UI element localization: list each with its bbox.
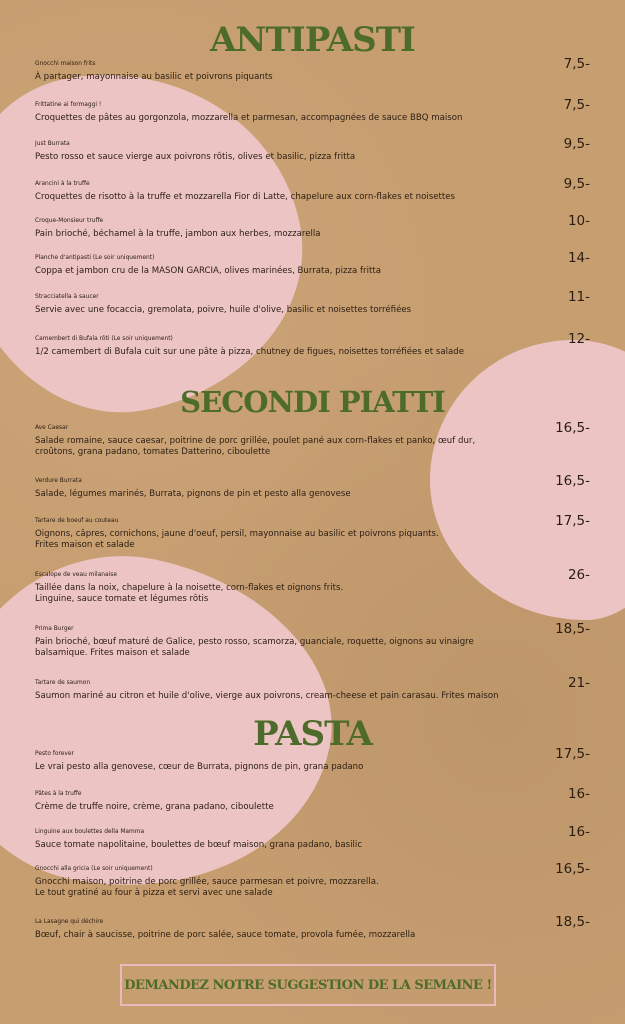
item-description: À partager, mayonnaise au basilic et poivrons piquants [35, 72, 273, 82]
menu-item [35, 567, 590, 605]
item-description: balsamique. Frites maison et salade [35, 648, 190, 658]
menu-item [35, 420, 590, 458]
item-description: Linguine, sauce tomate et légumes rôtis [35, 594, 209, 604]
item-price: 14- [567, 250, 590, 266]
item-name: Just Burrata [35, 141, 70, 147]
item-price: 10- [567, 213, 590, 229]
item-price: 11- [567, 289, 590, 305]
item-price: 9,5- [563, 136, 590, 152]
item-price: 17,5- [555, 746, 590, 762]
item-name: Tartare de saumon [35, 680, 91, 686]
antipasti-title: ANTIPASTI [210, 20, 415, 60]
menu-item [35, 861, 590, 899]
item-price: 18,5- [555, 914, 590, 930]
menu-item [35, 176, 590, 203]
item-name: Planche d'antipasti (Le soir uniquement) [35, 255, 155, 261]
item-price: 21- [567, 675, 590, 691]
item-price: 7,5- [563, 97, 590, 113]
menu-item [35, 56, 590, 83]
item-name: Camembert di Bufala rôti (Le soir uniquement) [35, 336, 173, 342]
item-description: Gnocchi maison, poitrine de porc grillée, sauce parmesan et poivre, mozzarella. [35, 877, 379, 887]
item-price: 16,5- [555, 420, 590, 436]
item-price: 26- [567, 567, 590, 583]
item-description: Le tout gratiné au four à pizza et servi avec une salade [35, 888, 273, 898]
menu-item [35, 824, 590, 851]
item-name: Stracciatella à saucer [35, 294, 99, 300]
item-description: Taillée dans la noix, chapelure à la noisette, corn-flakes et oignons frits. [35, 583, 344, 593]
item-description: Saumon mariné au citron et huile d'olive, vierge aux poivrons, cream-cheese et pain carasau. Frites maison [35, 691, 499, 701]
item-name: Prima Burger [35, 626, 74, 632]
item-description: Oignons, câpres, cornichons, jaune d'oeuf, persil, mayonnaise au basilic et poivrons piquants. [35, 529, 439, 539]
item-name: Croque-Monsieur truffe [35, 218, 104, 224]
item-description: Pesto rosso et sauce vierge aux poivrons rôtis, olives et basilic, pizza fritta [35, 152, 356, 162]
item-description: Croquettes de pâtes au gorgonzola, mozzarella et parmesan, accompagnées de sauce BBQ maison [35, 113, 463, 123]
menu-item [35, 621, 590, 659]
menu-item [35, 331, 590, 358]
item-price: 9,5- [563, 176, 590, 192]
menu-item [35, 289, 590, 316]
item-name: Gnocchi maison frits [35, 61, 96, 67]
item-name: Escalope de veau milanaise [35, 572, 117, 578]
item-description: Crème de truffe noire, crème, grana padano, ciboulette [35, 802, 274, 812]
menu-item [35, 746, 590, 773]
item-description: Salade, légumes marinés, Burrata, pignons de pin et pesto alla genovese [35, 489, 351, 499]
item-price: 16,5- [555, 473, 590, 489]
item-price: 18,5- [555, 621, 590, 637]
item-price: 12- [567, 331, 590, 347]
item-description: Coppa et jambon cru de la MASON GARCIA, olives marinées, Burrata, pizza fritta [35, 266, 381, 276]
item-price: 16- [567, 824, 590, 840]
menu-item [35, 136, 590, 163]
pasta-title: PASTA [253, 714, 372, 754]
item-name: Arancini à la truffe [35, 181, 90, 187]
menu-item [35, 213, 590, 240]
item-description: Frites maison et salade [35, 540, 135, 550]
secondi-title: SECONDI PIATTI [180, 385, 445, 419]
menu-item [35, 250, 590, 277]
item-description: Sauce tomate napolitaine, boulettes de bœuf maison, grana padano, basilic [35, 840, 363, 850]
item-price: 7,5- [563, 56, 590, 72]
item-description: Le vrai pesto alla genovese, cœur de Burrata, pignons de pin, grana padano [35, 762, 364, 772]
item-name: Verdure Burrata [35, 478, 82, 484]
item-description: Bœuf, chair à saucisse, poitrine de porc salée, sauce tomate, provola fumée, mozzarella [35, 930, 416, 940]
item-description: Pain brioché, béchamel à la truffe, jambon aux herbes, mozzarella [35, 229, 321, 239]
menu-item [35, 97, 590, 124]
menu-item [35, 786, 590, 813]
item-name: Linguine aux boulettes della Mamma [35, 829, 145, 835]
menu-item [35, 473, 590, 500]
item-name: Pâtes à la truffe [35, 791, 82, 797]
item-name: Ave Caesar [35, 425, 69, 431]
item-name: Tartare de boeuf au couteau [35, 518, 119, 524]
item-description: croûtons, grana padano, tomates Datterino, ciboulette [35, 447, 271, 457]
item-name: Gnocchi alla gricia (Le soir uniquement) [35, 866, 153, 872]
menu-item [35, 675, 590, 702]
item-description: Pain brioché, bœuf maturé de Galice, pesto rosso, scamorza, guanciale, roquette, oignons au vinaigre [35, 637, 474, 647]
item-price: 17,5- [555, 513, 590, 529]
item-description: 1/2 camembert di Bufala cuit sur une pâte à pizza, chutney de figues, noisettes torréfiées et salade [35, 347, 465, 357]
item-description: Salade romaine, sauce caesar, poitrine de porc grillée, poulet pané aux corn-flakes et panko, œuf dur, [35, 436, 476, 446]
item-price: 16,5- [555, 861, 590, 877]
item-price: 16- [567, 786, 590, 802]
item-description: Croquettes de risotto à la truffe et mozzarella Fior di Latte, chapelure aux corn-flakes et noisettes [35, 192, 456, 202]
menu-item [35, 914, 590, 941]
item-name: Frittatine ai formaggi ! [35, 102, 102, 108]
weekly-suggestion-banner: DEMANDEZ NOTRE SUGGESTION DE LA SEMAINE ! [120, 964, 496, 1006]
item-name: La Lasagne qui déchire [35, 919, 104, 925]
item-description: Servie avec une focaccia, gremolata, poivre, huile d'olive, basilic et noisettes torréfiées [35, 305, 412, 315]
item-name: Pesto forever [35, 751, 74, 757]
menu-item [35, 513, 590, 551]
